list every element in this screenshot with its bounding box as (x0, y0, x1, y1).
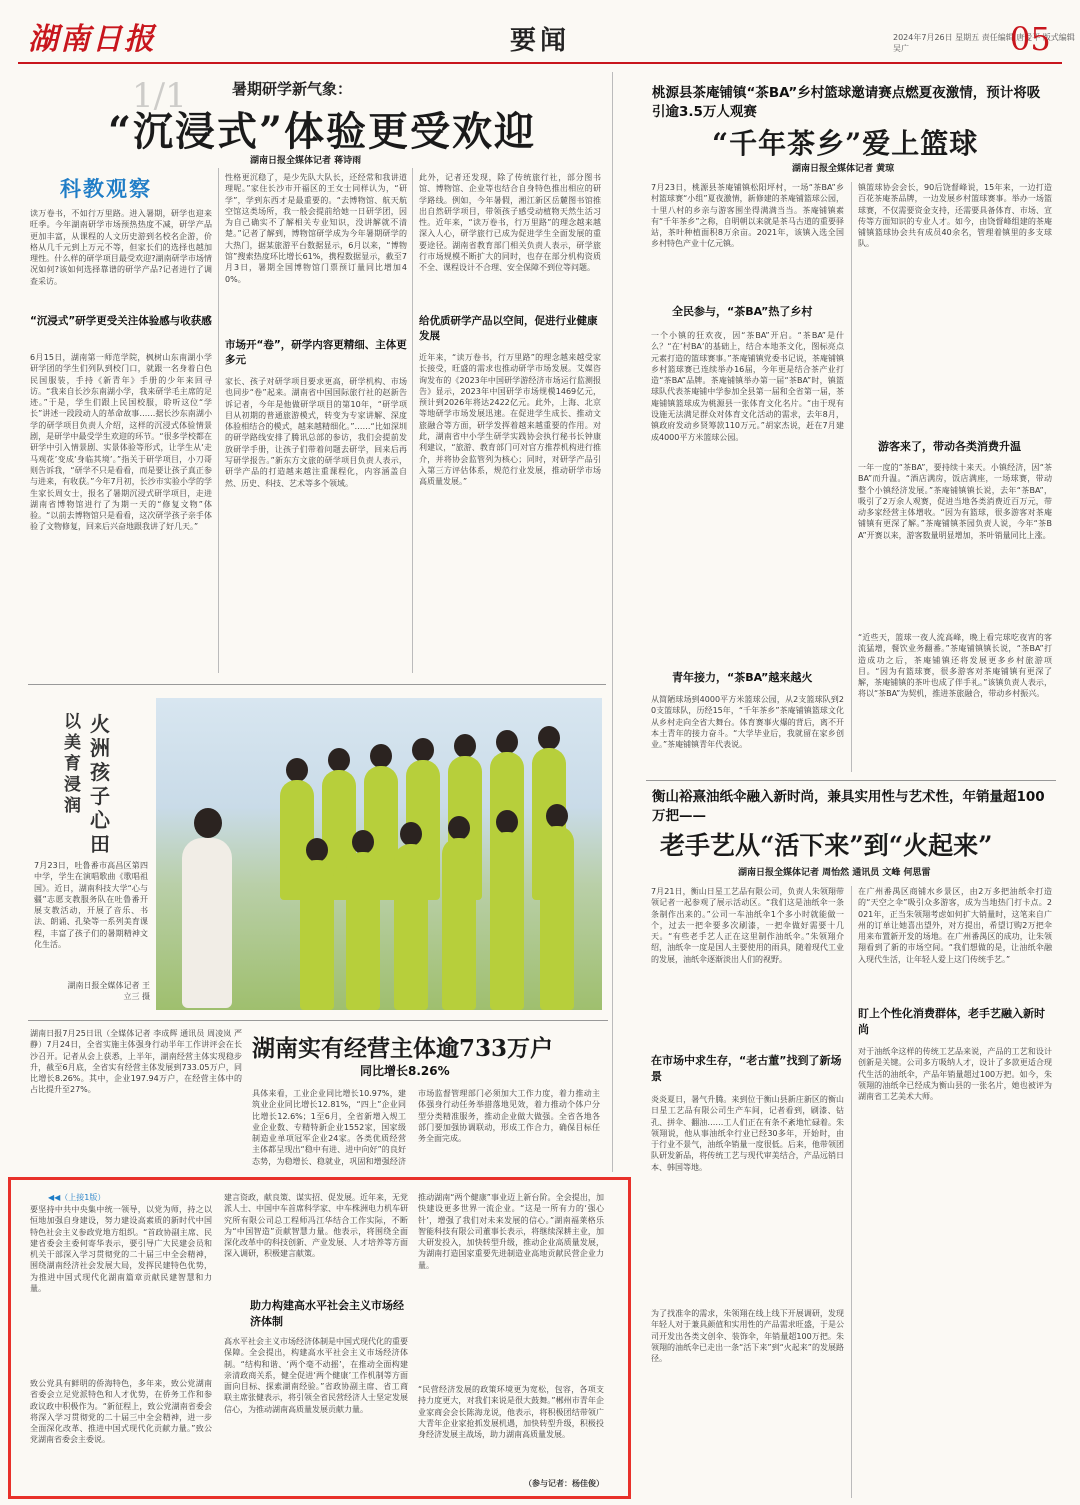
student-head (400, 822, 422, 846)
article1-subhead-2: 市场开“卷”，研学内容更精细、主体更多元 (225, 339, 407, 366)
article3-lead: 7月21日，衡山日星工艺品有限公司，负责人朱领翔带领记者一起参观了展示活动区。“我们这是油纸伞一条条制作出来的。”公司一车油纸伞1个多小时就能做一个，过去一把伞要多次刷漆，一把伞做好需要十几天。“有些老手艺人正在这里制作油纸伞。”朱领翔介绍，油纸伞一度是国人主要使用的雨具，随着现代工业的发展，油纸伞逐渐淡出人们的视野。 (651, 887, 844, 964)
student-head (454, 734, 476, 758)
article2-subhead-1: 全民参与，“茶BA”热了乡村 (672, 305, 813, 318)
article2-col1: 一个小镇的狂欢夜，因“茶BA”开启。“茶BA”是什么？“在‘村BA’的基础上，结合本地茶文化，图标亮点元素打造的篮球赛事。”茶庵铺镇党委书记说，茶庵铺镇乡村篮球赛已连续举办16届，今年更是结合茶产业打造“茶BA”品牌。茶庵铺镇举办第一届“茶BA”时，镇篮球队代表茶庵铺中学参加全县第一届和全省第一届，茶庵铺镇篮球成为桃源县一张体育文化名片。“由于现有设施无法满足群众对体育文化活动的需求，去年8月，镇政府发动乡贤筹款110万元。”胡家杰说，赶在7月建成4000平方米篮球公园。 (651, 331, 844, 442)
student-figure (540, 826, 574, 1010)
student-head (538, 726, 560, 750)
page-number: 05 (1010, 20, 1051, 58)
article5-col3b: “民营经济发展的政策环境更为宽松，包容，各项支持力度更大，对我们来说是很大鼓舞。”郴州市青年企业家商会会长陈海龙说，他表示，将积极团结带领广大青年企业家抢抓发展机遇，加快转型升级，积极投身经济发展主战场，助力湖南高质量发展。 (418, 1385, 604, 1440)
teacher-body (182, 838, 232, 1008)
article2-col2: 从简陋球场到4000平方米篮球公园，从2支篮球队到20支篮球队，历经15年，“千年茶乡”茶庵铺镇篮球文化从乡村走向全省大舞台。体育赛事火爆的背后，离不开本土青年的接力奋斗。“大学毕业后，我就留在家乡创业。”茶庵铺镇青年代表说。 (651, 695, 844, 750)
student-figure (346, 852, 380, 1010)
photo-vertical-title: 火洲孩子心田 (90, 712, 110, 856)
student-figure (300, 860, 334, 1010)
article1-title: “沉浸式”体验更受欢迎 (108, 108, 537, 155)
article5-col1: 要坚持中共中央集中统一领导，以党为师，持之以恒地加强自身建设，努力建设高素质的新时代中国特色社会主义参政党地方组织。“首政协副主席、民建省委会主委何寄华表示，要引导广大民建会员和机关干部深入学习贯彻党的二十届三中全会精神，围绕湖南经济社会发展大局，发挥民建特色优势，为推进中国式现代化湖南篇章贡献民建智慧和力量。 (30, 1205, 212, 1294)
article5-tag: ◀◀（上接1版） (48, 1193, 106, 1202)
student-head (496, 810, 518, 834)
article1-col1: 6月15日，湖南第一师范学院，枫树山东南湖小学研学团的学生们列队到校门口，就跟一名身着白色民国服装，手持《新青年》手册的少年来回寻访。“我来自长沙东南湖小学，我来研学毛主席的足迹。”于是，学生们跟上民国校服，聆听这位“学长”讲述一段段动人的革命故事……据长沙东南湖小学的研学项目负责人介绍，这样的沉浸式体验情景剧，是研学中最受学生欢迎的环节。“很多学校都在研学中引入情景剧、实景体验等形式，让学生从‘走马观花’变成‘身临其境’。”指关于研学项目，小刀哥则告诉我，“研学不只是看看，而是要让孩子真正参与进来，有收获。”今年7月初，长沙市实验小学的学生家长周女士，报名了暑期沉浸式研学项目，走进湖南省博物馆进行了为期一天的“修复文物”体验。“以前去博物馆只是看看，这次研学孩子亲手体验了文物修复，回来后兴奋地跟我讲了好几天。” (30, 353, 212, 532)
article1-intro: 读万卷书，不如行万里路。进入暑期，研学也迎来旺季。今年湖南研学市场预热热度不减，研学产品更加丰富，从课程的人文历史游到名校名企游，价格从几千元到上万元不等，但家长们的选择也越加理性。什么样的研学项目最受欢迎?湖南研学市场情况如何?该如何选择靠谱的研学产品?记者进行了调查采访。 (30, 209, 212, 286)
article5-signoff: （参与记者：杨佳俊） (524, 1479, 604, 1488)
article1-subhead-3: 给优质研学产品以空间，促进行业健康发展 (419, 315, 598, 342)
article3-kicker: 衡山裕熹油纸伞融入新时尚，兼具实用性与艺术性，年销量超100万把—— (652, 789, 1045, 824)
article1-col2: 性格更沉稳了，是少先队大队长，还经常和我讲道理呢。”家住长沙市开福区的王女士同样认为，“研学”，学到东西才是最重要的。“去博物馆、航天航空馆这类场所，我一般会提前给她一日研学团，因为自己确实不了解相关专业知识，没讲解就不清楚。”记者了解到，博物馆研学成为今年暑期研学的大热门，据某旅游平台数据显示，6月以来，“博物馆”搜索热度环比增长61%，携程数据显示，截至7月3日，暑期全国博物馆门票预订量同比增加40%。 (225, 173, 407, 284)
column-badge (60, 173, 190, 207)
page-divider (612, 72, 613, 1172)
article2-col3: 镇篮球协会会长，90后饶督峰说，15年来，一边打造百花茶庵茶品牌，一边发展乡村篮球赛事。举办一场篮球赛，不仅需要资金支持，还需要具备体育、市场、宣传等方面知识的专业人才。如今，由饶督峰组建的茶庵铺镇篮球协会共有成员40余名，管理着镇里的多支球队。 (858, 183, 1052, 249)
watermark: 1/1 (132, 76, 187, 116)
article3-title: 老手艺从“活下来”到“火起来” (660, 831, 993, 860)
article2-title: “千年茶乡”爱上篮球 (712, 127, 979, 160)
student-head (306, 838, 328, 862)
article-rule (28, 1020, 608, 1021)
student-head (448, 816, 470, 840)
teacher-figure (176, 808, 238, 1008)
news-photo (156, 698, 602, 1010)
student-head (370, 744, 392, 768)
article4-subtitle: 同比增长8.26% (360, 1064, 450, 1078)
photo-vertical-subtitle: 以美育浸润 (64, 712, 81, 816)
student-figure (490, 832, 524, 1010)
article2-subhead-3: 游客来了，带动各类消费升温 (878, 440, 1021, 453)
article3-subhead-2: 盯上个性化消费群体，老手艺融入新时尚 (858, 1007, 1045, 1036)
article3-subhead-1: 在市场中求生存，“老古董”找到了新场景 (651, 1054, 842, 1083)
article3-col2: 为了找准伞的需求，朱领翔在线上线下开展调研，发现年轻人对于兼具颜值和实用性的产品需求旺盛，于是公司开发出各类文创伞、装饰伞，年销量超100万把。朱领翔的油纸伞已走出一条“活下来”到“火起来”的发展路径。 (651, 1309, 844, 1364)
column-rule (412, 168, 413, 673)
photo-credit: 湖南日报全媒体记者 王立三 摄 (67, 981, 150, 1002)
article2-subhead-2: 青年接力，“茶BA”越来越火 (672, 671, 813, 684)
column-rule (218, 168, 219, 673)
article5-col1b: 致公党具有鲜明的侨海特色，多年来，致公党湖南省委会立足党派特色和人才优势，在侨务工作和参政议政中积极作为。“新征程上，致公党湖南省委会将深入学习贯彻党的二十届三中全会精神，进一步全面深化改革、推进中国式现代化贡献力量。”致公党湖南省委会主委说。 (30, 1379, 212, 1445)
article4-title: 湖南实有经营主体逾733万户 (252, 1035, 554, 1062)
teacher-head (194, 808, 222, 838)
article3-col1: 炎炎夏日，暑气升腾。来到位于衡山县新庄新区的衡山日星工艺品有限公司生产车间，记者看到，刷漆、钻孔、拼伞、翻油……工人们正在有条不紊地忙碌着。朱领翔说，他从事油纸伞行业已经30多年，开始时，由于行业不景气，油纸伞销量一度很低。后来，他带领团队研发新品，将传统工艺与现代审美结合，产品远销日本、韩国等地。 (651, 1095, 844, 1172)
student-head (496, 730, 518, 754)
article1-byline: 湖南日报全媒体记者 蒋诗雨 (250, 156, 362, 166)
article1-kicker: 暑期研学新气象： (232, 80, 353, 98)
dateline: 2024年7月26日 星期五 责任编辑 唐爱平 版式编辑 吴广 (893, 33, 1075, 53)
article5-col2: 建言资政，献良策、谋实招、促发展。近年来，无党派人士、中国中车首席科学家、中车株洲电力机车研究所有限公司总工程师冯江华结合工作实际，不断为“中国智造”贡献智慧力量。他表示，将围绕全面深化改革中的科技创新、产业发展、人才培养等方面深入调研，积极建言献策。 (224, 1193, 408, 1259)
article1-col3: 此外，记者还发现，除了传统旅行社，部分图书馆、博物馆、企业等也结合自身特色推出相应的研学路线。例如，今年暑假，湘江新区岳麓图书馆推出自然研学项目，带领孩子感受动植物天然生活习性。近年来，“读万卷书，行万里路”的理念越来越深入人心，研学旅行已成为促进学生全面发展的重要途径。湖南省教育部门相关负责人表示，研学旅行市场规模不断扩大的同时，也存在部分机构资质不全、课程设计不合理、安全保障不到位等问题。 (419, 173, 601, 273)
article4-col3: 市场监督管理部门必须加大工作力度，着力推动主体强身行动任务举措落地见效，着力推动个体户分型分类精准服务，推动企业做大做强。全省各地各部门要加强协调联动，形成工作合力，确保目标任务全面完成。 (418, 1089, 600, 1144)
article2-col5: “近些天，篮球一夜人流高峰，晚上看完球吃夜宵的客流猛增，餐饮业务翻番。”茶庵铺镇镇长说，“茶BA”打造成功之后，茶庵铺镇还将发展更多乡村旅游项目。“因为有篮球赛，很多游客对茶庵铺镇有更深了解，茶庵铺镇的茶叶也成了伴手礼。”该镇负责人表示，将以“茶BA”为契机，推进茶旅融合，带动乡村振兴。 (858, 633, 1052, 699)
article3-col4: 对于油纸伞这样的传统工艺品来说，产品的工艺和设计创新是关键。公司多方吸纳人才，设计了多款更适合现代生活的油纸伞，产品年销量超过100万把。如今，朱领翔的油纸伞已经成为衡山县的一张名片，她也被评为湖南省工艺美术大师。 (858, 1047, 1052, 1102)
column-badge-label: 科教观察 (60, 176, 152, 201)
article1-subhead-1: “沉浸式”研学更受关注体验感与收获感 (30, 315, 212, 327)
article2-col4: 一年一度的“茶BA”，要持续十来天。小镇经济，因“茶BA”而升温。“酒店满房，饭店满座，一场球赛，带动整个小镇经济发展。”茶庵铺镇镇长说，去年“茶BA”，吸引了2万余人观赛，促进当地各类消费近百万元，带动多家经营主体增收。“因为有篮球，很多游客对茶庵铺镇有更深了解。”茶庵铺镇茶园负责人说，今年“茶BA”开赛以来，游客数量明显增加，茶叶销量同比上涨。 (858, 463, 1052, 540)
photo-rule (28, 684, 606, 685)
article2-kicker: 桃源县茶庵铺镇“茶BA”乡村篮球邀请赛点燃夏夜激情，预计将吸引逾3.5万人观赛 (652, 85, 1041, 120)
article5-col2b: 高水平社会主义市场经济体制是中国式现代化的重要保障。全会提出，构建高水平社会主义市场经济体制。“结构和谐、‘两个毫不动摇’，在推动全面构建亲清政商关系，健全促进‘两个健康’工作机制等方面面向目标、探索湖南经验。”省政协副主席、省工商联主席张健表示，将引领全省民营经济人士坚定发展信心，为推动湖南高质量发展贡献力量。 (224, 1337, 408, 1414)
article5-col3: 推动湖南“两个健康”事业迈上新台阶。全会提出，加快建设更多世界一流企业。“这是一所有力的‘强心针’，增强了我们对未来发展的信心。”湖南福莱格乐智能科技有限公司董事长表示，将继续深耕主业，加大研发投入，加快转型升级，推动企业高质量发展，为湖南打造国家重要先进制造业高地贡献民营企业力量。 (418, 1193, 604, 1270)
photo-caption: 7月23日，吐鲁番市高昌区第四中学，学生在演唱歌曲《歌唱祖国》。近日，湖南科技大学“心与疆”志愿支教服务队在吐鲁番开展支教活动，开展了音乐、书法、朗诵、孔染等一系列美育课程，丰富了孩子们的暑期精神文化生活。 (34, 861, 148, 950)
student-head (286, 758, 308, 782)
header-rule (18, 62, 1062, 64)
column-rule (851, 886, 852, 1498)
article3-byline: 湖南日报全媒体记者 周怡然 通讯员 文峰 何思雷 (738, 868, 931, 878)
student-figure (394, 844, 428, 1010)
article4-lead: 湖南日报7月25日讯（全媒体记者 李成辉 通讯员 周凌岚 严静）7月24日，全省实施主体强身行动半年工作讲评会在长沙召开。记者从会上获悉，上半年，湖南经营主体实现稳步升，截至6月底，全省实有经营主体发展到733.05万户，同比增长8.26%。其中，企业197.94万户，在经营主体中的占比提升至27%。 (30, 1029, 242, 1095)
masthead-logo: 湖南日报 (28, 22, 156, 57)
student-head (546, 804, 568, 828)
article-rule (646, 780, 1056, 781)
column-rule (851, 182, 852, 772)
article2-byline: 湖南日报全媒体记者 黄琼 (792, 164, 895, 174)
article2-lead: 7月23日，桃源县茶庵铺镇松阳坪村，一场“茶BA”乡村篮球赛“小组”夏夜激情，新修建的茶庵铺篮球公园，十里八村的乡亲与游客围坐得满满当当。茶庵铺镇素有“千年茶乡”之称，自明朝以来就是茶马古道的重要驿站，茶叶种植面积8万余亩。2021年，该镇入选全国乡村特色产业十亿元镇。 (651, 183, 844, 249)
student-head (328, 748, 350, 772)
article5-subhead: 助力构建高水平社会主义市场经济体制 (250, 1299, 404, 1328)
article1-col2b: 家长、孩子对研学项目要求更高，研学机构、市场也同步“卷”起来。湖南省中国国际旅行社的赵新告诉记者，今年是他做研学项目的第10年，“研学项目从初期的普通旅游模式，转变为专家讲解、深度体验相结合的模式，越来越精细化。”……“比如深圳的研学路线安排了腾讯总部的参访，我们会提前发放研学手册，让孩子们带着问题去研学，回来后再写研学报告。”新东方文旅的研学项目负责人表示，研学产品的打造越来越注重课程化，内容涵盖自然、历史、科技、艺术等多个领域。 (225, 377, 407, 488)
student-head (352, 830, 374, 854)
student-figure (442, 838, 476, 1010)
section-title: 要闻 (510, 26, 571, 56)
student-head (412, 738, 434, 762)
article1-col3b: 近年来，“读万卷书，行万里路”的理念越来越受家长接受，旺盛的需求也推动研学市场发展。艾媒咨询发布的《2023年中国研学游经济市场运行监测报告》显示，2023年中国研学市场规模1469亿元，预计到2026年将达2422亿元。此外，上海、北京等地研学市场发展迅速。在促进学生成长、推动文旅融合等方面，研学发挥着越来越重要的作用。对此，湖南省中小学生研学实践协会执行秘书长钟康利建议，“旅游、教育部门可对官方推荐机构进行推介，并将协会监管列为核心；同时，对研学产品引入第三方评估体系，规范行业发展，推动研学市场高质量发展。” (419, 353, 601, 487)
article3-col3: 在广州番禺区商铺水乡景区，由2万多把油纸伞打造的“天空之伞”吸引众多游客，成为当地热门打卡点。2021年，正当朱领翔考虑如何扩大销量时，这笔来自广州的订单让她喜出望外，对方提出，希望订购2万把伞用来布置新开发的场地。在广州番禺区的成功，让朱领翔看到了新的市场空间。“我们想做的是，让油纸伞融入现代生活，让年轻人爱上这门传统手艺。” (858, 887, 1052, 964)
article4-col1: 具体来看，工业企业同比增长10.97%，建筑业企业同比增长12.81%，“四上”企业同比增长12.6%；1至6月，全省新增入规工业企业数、专精特新企业1552家，国家级制造业单项冠军企业24家。各类优质经营主体都呈现出“稳中有进、进中向好”的良好态势，为稳增长、稳就业，巩固和增强经济 (252, 1089, 406, 1166)
